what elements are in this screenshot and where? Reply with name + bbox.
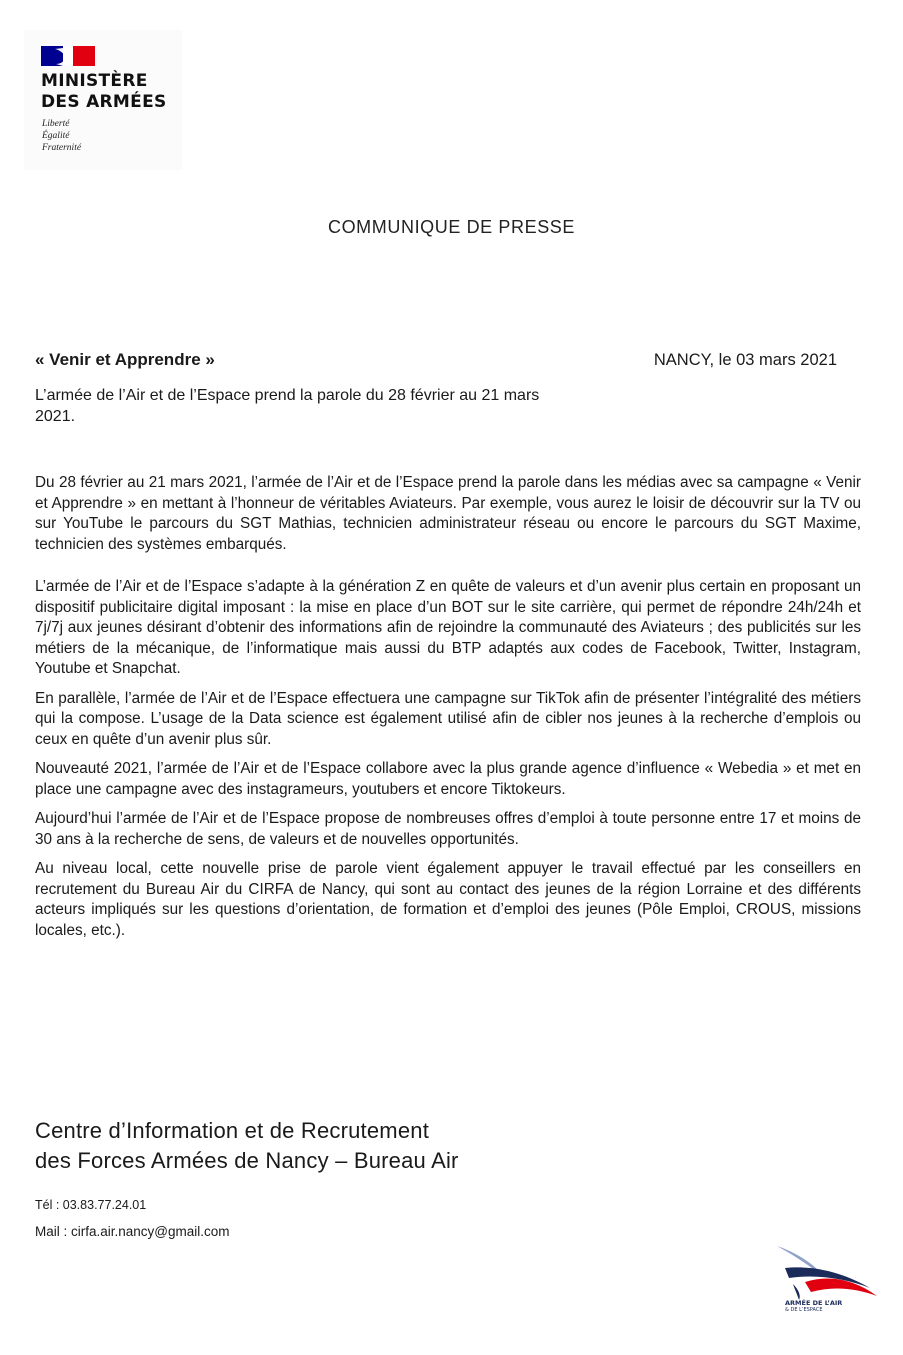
place-date: NANCY, le 03 mars 2021	[653, 351, 837, 369]
contact-org-line2: des Forces Armées de Nancy – Bureau Air	[35, 1148, 459, 1173]
contact-mail: Mail : cirfa.air.nancy@gmail.com	[35, 1224, 230, 1239]
paragraph-6: Au niveau local, cette nouvelle prise de parole vient également appuyer le travail effectué par les conseillers en recrutement du Bureau Air du CIRFA de Nancy, qui sont au contact des jeunes de la région Lorraine et des différents acteurs impliqués sur les questions d’orientation, de formation et d’emploi des jeunes (Pôle Emploi, CROUS, missions locales, etc.).	[35, 860, 861, 939]
campaign-title: « Venir et Apprendre »	[35, 350, 215, 369]
motto-egalite: Égalité	[42, 131, 70, 141]
motto-fraternite: Fraternité	[42, 143, 82, 153]
motto-liberte: Liberté	[42, 119, 70, 129]
press-release-body	[35, 473, 861, 941]
contact-organization	[35, 1116, 459, 1176]
paragraph-2: L’armée de l’Air et de l’Espace s’adapte à la génération Z en quête de valeurs et d’un avenir plus certain en proposant un dispositif publicitaire digital imposant : la mise en place d’un BOT sur le site carrière, qui permet de répondre 24h/24h et 7j/7j aux jeunes désirant d’obtenir des informations afin de rejoindre la communauté des Aviateurs ; des publicités sur les métiers de la mécanique, de l’informatique mais aussi du BTP adaptés aux codes de Facebook, Twitter, Instagram, Youtube et Snapchat.	[35, 578, 861, 677]
contact-phone: Tél : 03.83.77.24.01	[35, 1198, 147, 1212]
document-title: COMMUNIQUE DE PRESSE	[327, 217, 576, 237]
marianne-flag-icon	[41, 46, 95, 66]
paragraph-5: Aujourd’hui l’armée de l’Air et de l’Espace propose de nombreuses offres d’emploi à toute personne entre 17 et moins de 30 ans à la recherche de sens, de valeurs et de nouvelles opportunités.	[35, 810, 861, 848]
subtitle: L’armée de l’Air et de l’Espace prend la parole du 28 février au 21 mars 2021.	[35, 387, 540, 425]
paragraph-1: Du 28 février au 21 mars 2021, l’armée de l’Air et de l’Espace prend la parole dans les médias avec sa campagne « Venir et Apprendre » en mettant à l’honneur de véritables Aviateurs. Par exemple, vous aurez le loisir de découvrir sur la TV ou sur YouTube le parcours du SGT Mathias, technicien administrateur réseau ou encore le parcours du SGT Maxime, technicien des systèmes embarqués.	[35, 474, 861, 553]
contact-org-line1: Centre d’Information et de Recrutement	[35, 1118, 430, 1143]
airforce-caption-line2: & DE L’ESPACE	[785, 1307, 823, 1313]
republic-motto	[42, 118, 81, 154]
ministry-name-line1: MINISTÈRE	[41, 71, 148, 91]
airforce-caption-line1: ARMÉE DE L’AIR	[785, 1299, 843, 1307]
airforce-logo-caption	[785, 1300, 875, 1314]
paragraph-3: En parallèle, l’armée de l’Air et de l’Espace effectuera une campagne sur TikTok afin de présenter l’intégralité des métiers qui la compose. L’usage de la Data science est également utilisé afin de cibler nos jeunes à la recherche d’emplois ou ceux en quête d’un avenir plus sûr.	[35, 689, 861, 748]
paragraph-4: Nouveauté 2021, l’armée de l’Air et de l’Espace collabore avec la plus grande agence d’influence « Webedia » et met en place une campagne avec des instagrameurs, youtubers et encore Tiktokeurs.	[35, 760, 861, 798]
ministry-name	[41, 71, 167, 113]
ministry-name-line2: DES ARMÉES	[41, 92, 167, 112]
ministry-logo	[24, 30, 182, 170]
